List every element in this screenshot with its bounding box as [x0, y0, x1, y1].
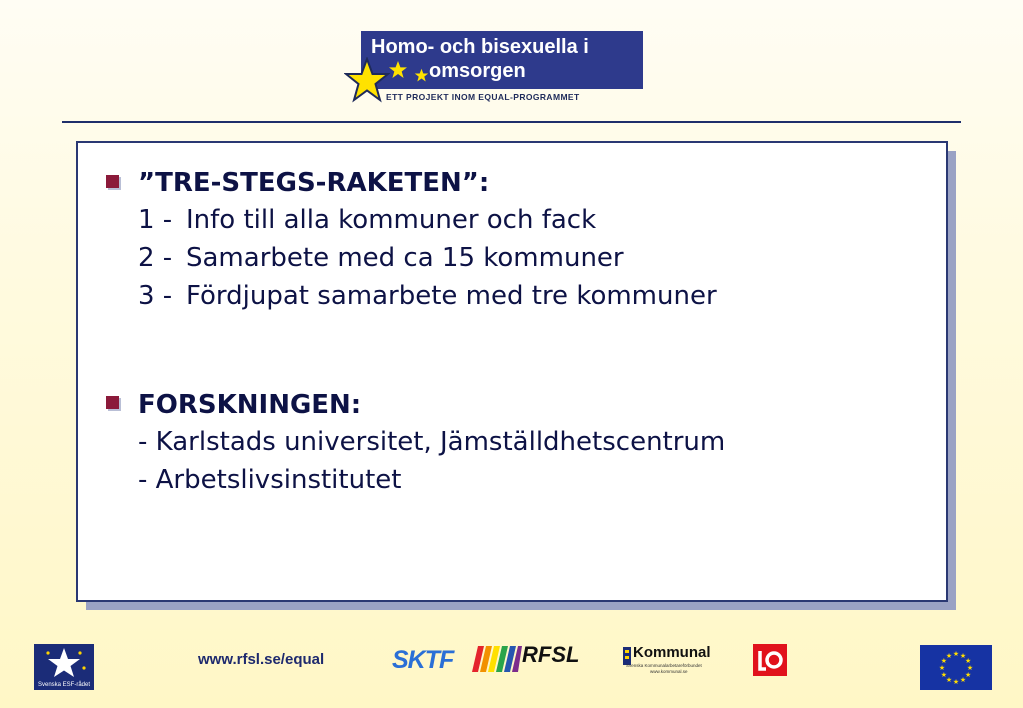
list-item: - Karlstads universitet, Jämställdhetscentrum	[138, 427, 726, 457]
eu-star: ★	[940, 671, 948, 679]
list-item: - Arbetslivsinstitutet	[138, 465, 402, 495]
lo-emblem-icon	[753, 644, 787, 676]
small-star-icon	[388, 60, 408, 80]
kommunal-subtitle: Svenska Kommunalarbetareförbundet	[626, 663, 702, 668]
eu-star: ★	[952, 678, 960, 686]
sktf-label: SKTF	[392, 646, 454, 674]
list-item-number: 2 -	[138, 243, 173, 273]
esf-star-icon	[34, 644, 94, 682]
eu-star: ★	[945, 676, 953, 685]
list-item	[138, 243, 624, 273]
kommunal-url: www.kommunal.se	[650, 669, 688, 674]
bullet-icon	[106, 396, 119, 409]
section-heading-forskningen: FORSKNINGEN:	[138, 390, 362, 420]
eu-flag	[920, 645, 992, 690]
sktf-logo	[392, 646, 452, 674]
eu-star: ★	[964, 657, 972, 665]
list-item-text: Fördjupat samarbete med tre kommuner	[186, 281, 717, 311]
eu-star: ★	[945, 651, 953, 660]
section-heading-raketen: ”TRE-STEGS-RAKETEN”:	[138, 168, 490, 198]
kommunal-label: Kommunal	[633, 644, 711, 661]
eu-star: ★	[940, 657, 948, 665]
header-divider	[62, 121, 961, 123]
eu-star: ★	[952, 650, 960, 658]
project-logo	[344, 30, 644, 106]
footer-url-link[interactable]: www.rfsl.se/equal	[198, 651, 325, 668]
list-item	[138, 281, 717, 311]
rfsl-label: RFSL	[522, 642, 580, 667]
large-star-icon	[344, 57, 390, 103]
esf-logo	[34, 644, 94, 690]
eu-star: ★	[938, 664, 946, 672]
list-item-number: 3 -	[138, 281, 173, 311]
rfsl-logo	[472, 642, 602, 674]
logo-title-line2: omsorgen	[429, 60, 526, 82]
list-item	[138, 205, 596, 235]
logo-title-line1: Homo- och bisexuella i	[371, 36, 589, 58]
tiny-star-icon	[414, 68, 429, 83]
eu-star: ★	[959, 651, 967, 660]
bullet-icon	[106, 175, 119, 188]
eu-stars-icon	[920, 645, 992, 690]
logo-subtitle: ETT PROJEKT INOM EQUAL-PROGRAMMET	[386, 92, 580, 102]
list-item-text: Samarbete med ca 15 kommuner	[186, 243, 624, 273]
list-item-number: 1 -	[138, 205, 173, 235]
eu-star: ★	[959, 676, 967, 685]
eu-star: ★	[964, 671, 972, 679]
lo-logo	[753, 644, 787, 676]
esf-label: Svenska ESF-rådet	[37, 682, 91, 688]
kommunal-logo	[622, 643, 728, 677]
list-item-text: Info till alla kommuner och fack	[186, 205, 597, 235]
eu-star: ★	[966, 664, 974, 672]
rainbow-flag-icon	[472, 642, 522, 674]
